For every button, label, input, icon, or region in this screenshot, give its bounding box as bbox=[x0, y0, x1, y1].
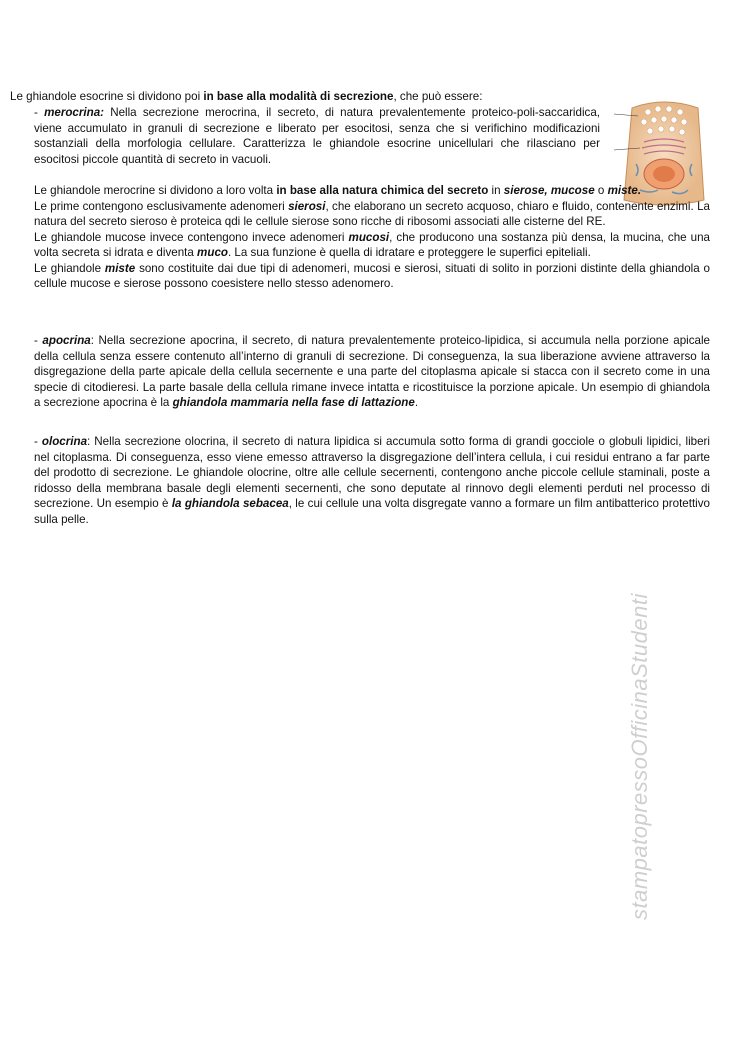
mucose-text-end: . La sua funzione è quella di idratare e proteggere le superfici epiteliali. bbox=[227, 246, 591, 259]
miste-term: miste bbox=[104, 261, 136, 275]
intro-paragraph bbox=[10, 89, 610, 105]
miste-text: Le ghiandole bbox=[34, 261, 105, 275]
miste-paragraph bbox=[34, 261, 710, 292]
types-text-o: o bbox=[594, 184, 608, 197]
mucose-text: Le ghiandole mucose invece contengono invece adenomeri bbox=[34, 230, 349, 244]
olocrina-paragraph bbox=[34, 434, 710, 527]
mucose-text-mid: , che producono una sostanza più densa, la mucina, che una volta secreta si idrata e diventa bbox=[34, 230, 710, 259]
intro-bold: in base alla modalità di secrezione bbox=[203, 90, 394, 103]
types-text-in: in bbox=[488, 184, 504, 197]
watermark: stampatopressoOfficinaStudenti bbox=[627, 593, 652, 920]
apocrina-end: . bbox=[414, 396, 419, 409]
merocrina-paragraph bbox=[34, 105, 600, 167]
merocrine-types-section bbox=[34, 183, 710, 292]
types-text: Le ghiandole merocrine si dividono a loro volta bbox=[34, 184, 277, 197]
bullet-dash: - bbox=[34, 106, 45, 119]
apocrina-text: : Nella secrezione apocrina, il secreto, di natura prevalentemente proteico-lipidica, si accumula nella porzione apicale della cellula senza essere contenuto all’interno di granuli di secrezione. Di conseguenza, la sua liberazione avviene attraverso la disgregazione della parte apicale della cellula secernente e una parte del citoplasma apicale si stacca con il secreto come in una specie di citodieresi. La parte basale della cellula rimane invece intatta e ricostituisce la porzione apicale. Un esempio di ghiandola a secrezione apocrina è la bbox=[34, 334, 710, 409]
apocrina-example: ghiandola mammaria nella fase di lattazione bbox=[172, 396, 415, 409]
bullet-dash: - bbox=[34, 435, 42, 448]
types-sierose-mucose: sierose, mucose bbox=[503, 184, 595, 197]
intro-text: Le ghiandole esocrine si dividono poi bbox=[10, 90, 204, 103]
merocrine-types-intro bbox=[34, 183, 710, 199]
miste-text-end: sono costituite dai due tipi di adenomeri, mucosi e sierosi, situati di solito in porzioni distinte della ghiandola o cellule mucose e sierose possono coesistere nello stesso adenomero. bbox=[34, 261, 710, 290]
olocrina-example: la ghiandola sebacea bbox=[171, 497, 289, 510]
sierose-paragraph bbox=[34, 199, 710, 230]
apocrina-term: apocrina bbox=[42, 334, 91, 347]
intro-text-end: , che può essere: bbox=[393, 90, 483, 103]
sierose-text-end: , che elaborano un secreto acquoso, chiaro e fluido, contenente enzimi. La natura del secreto sieroso è proteica qdi le cellule sierose sono ricche di ribosomi associati alle cisterne del RE. bbox=[34, 199, 711, 228]
sierosi-term: sierosi bbox=[288, 199, 326, 213]
bullet-dash: - bbox=[34, 334, 43, 347]
muco-term: muco bbox=[197, 246, 228, 259]
olocrina-text: : Nella secrezione olocrina, il secreto di natura lipidica si accumula sotto forma di grandi gocciole o globuli lipidici, liberi nel citoplasma. Di conseguenza, esso viene emesso attraverso la disgregazione dell’intera cellula, i cui residui entrano a far parte del prodotto di secrezione. Le ghiandole olocrine, oltre alle cellule secernenti, contengono anche piccole cellule staminali, poste a ridosso della membrana basale degli elementi secernenti, che sono deputate al rinnovo degli elementi perduti nel processo di secrezione. Un esempio è bbox=[34, 435, 710, 510]
merocrina-term: merocrina: bbox=[44, 106, 104, 119]
sierose-text: Le prime contengono esclusivamente adenomeri bbox=[34, 199, 289, 213]
mucosi-term: mucosi bbox=[348, 230, 390, 244]
types-miste: miste. bbox=[607, 184, 642, 197]
olocrina-term: olocrina bbox=[41, 435, 88, 448]
mucose-paragraph bbox=[34, 230, 710, 261]
apocrina-paragraph bbox=[34, 333, 710, 411]
olocrina-text-end: , le cui cellule una volta disgregate vanno a formare un film antibatterico protettivo sulla pelle. bbox=[34, 497, 710, 526]
types-bold: in base alla natura chimica del secreto bbox=[276, 184, 489, 197]
merocrina-text: Nella secrezione merocrina, il secreto, di natura prevalentemente proteico-poli-saccaridica, viene accumulato in granuli di secrezione e liberato per esocitosi, senza che si verifichino modificazioni sostanziali della morfologia cellulare. Caratterizza le ghiandole esocrine unicellulari che rilasciano per esocitosi piccole quantità di secreto in vacuoli. bbox=[34, 106, 600, 166]
